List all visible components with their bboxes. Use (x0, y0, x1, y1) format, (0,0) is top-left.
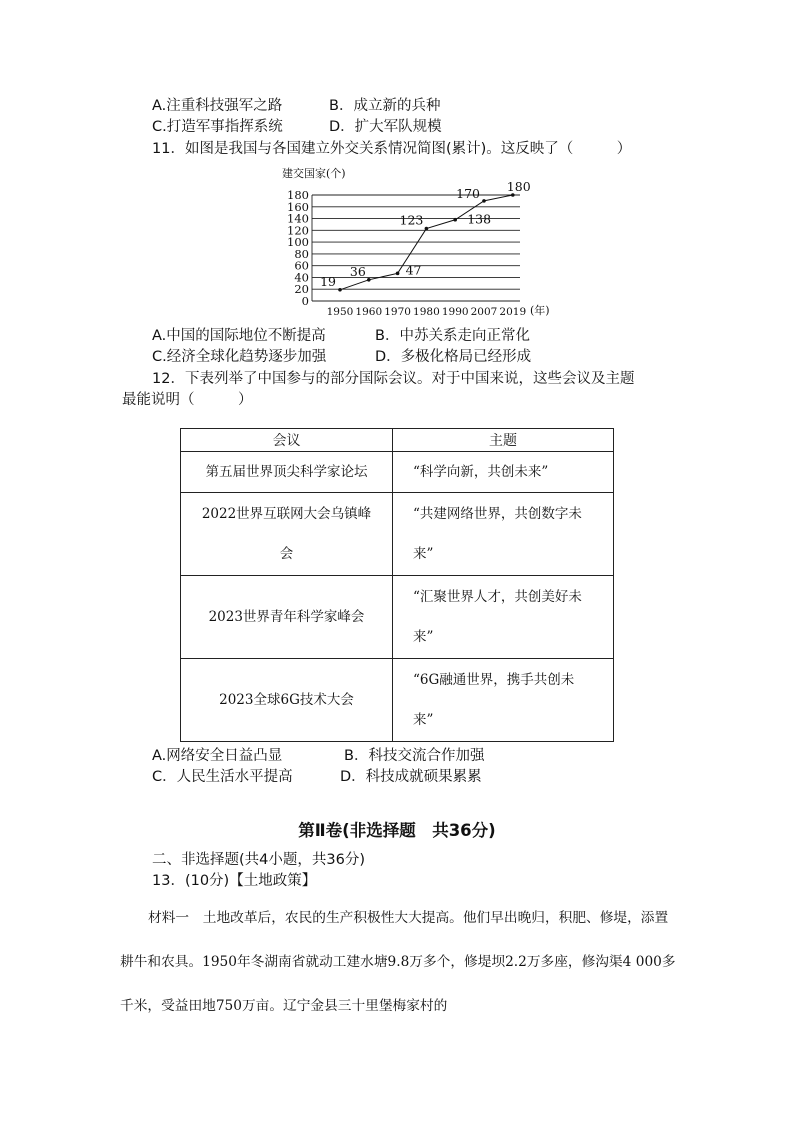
data-point (482, 199, 486, 203)
x-tick-label: 1970 (384, 306, 411, 318)
q11-option-c: C.经济全球化趋势逐步加强 (152, 349, 327, 365)
y-tick-label: 180 (287, 188, 309, 202)
data-label: 19 (320, 273, 336, 289)
section-heading: 二、非选择题(共4小题，共36分) (152, 852, 365, 868)
y-tick-label: 140 (287, 211, 309, 226)
y-tick-label: 20 (294, 282, 309, 297)
q10-option-a: A.注重科技强军之路 (152, 98, 283, 114)
table-row (181, 452, 614, 493)
chart-ylabel: 建交国家(个) (282, 167, 346, 180)
q10-option-d: D．扩大军队规模 (329, 119, 442, 135)
q12-option-d: D．科技成就硕果累累 (340, 769, 482, 785)
data-label: 36 (349, 263, 366, 279)
data-label: 47 (405, 262, 422, 278)
table-row (181, 576, 614, 659)
meeting-cell: 2023全球6G技术大会 (181, 659, 393, 742)
meeting-line: 会 (279, 546, 294, 562)
q11-option-a: A.中国的国际地位不断提高 (152, 328, 326, 344)
q12-option-a: A.网络安全日益凸显 (152, 748, 283, 764)
q11-option-b: B．中苏关系走向正常化 (375, 328, 530, 344)
data-label: 123 (399, 212, 424, 228)
y-tick-label: 0 (301, 294, 309, 308)
q10-option-c: C.打造军事指挥系统 (152, 119, 283, 135)
theme-cell (393, 659, 614, 742)
material-one-text: 材料一 土地改革后，农民的生产积极性大大提高。他们早出晚归，积肥、修堤，添置耕牛和农具。1950年冬湖南省就动工建水塘9.8万多个，修堤坝2.2万多座，修沟渠4 000多千米，受益田地750万亩。辽宁金县三十里堡梅家村的 (120, 910, 676, 1014)
data-label: 170 (456, 185, 480, 201)
q12-stem-line2: 最能说明（ ） (122, 392, 253, 408)
table-row (181, 493, 614, 576)
q10-option-b: B．成立新的兵种 (329, 98, 441, 114)
data-point (396, 272, 400, 276)
theme-line: “共建网络世界，共创数字未 (413, 506, 582, 522)
q12-option-b: B．科技交流合作加强 (344, 748, 485, 764)
conference-table (180, 428, 614, 742)
x-tick-label: 2019 (499, 306, 527, 318)
theme-line: 来” (413, 712, 434, 728)
theme-line: 来” (413, 546, 434, 562)
theme-cell (393, 493, 614, 576)
chart-data-labels (320, 179, 531, 289)
theme-cell (393, 576, 614, 659)
data-label: 180 (506, 179, 531, 194)
part-two-title: 第Ⅱ卷(非选择题 共36分) (298, 821, 496, 840)
theme-line: 来” (413, 629, 434, 645)
y-tick-label: 60 (294, 258, 309, 273)
chart-y-ticks (287, 188, 309, 308)
x-tick-label: 1950 (326, 306, 354, 318)
chart-xlabel: (年) (530, 304, 550, 317)
y-tick-label: 80 (294, 246, 309, 261)
data-point (338, 288, 342, 292)
y-tick-label: 100 (287, 235, 309, 250)
table-row (181, 659, 614, 742)
y-tick-label: 40 (294, 270, 309, 285)
meeting-cell: 第五届世界顶尖科学家论坛 (181, 452, 393, 493)
q12-option-c: C．人民生活水平提高 (152, 769, 293, 785)
table-header-row (181, 429, 614, 452)
x-tick-label: 1960 (355, 306, 383, 318)
x-tick-label: 2007 (470, 306, 498, 318)
theme-line: “汇聚世界人才，共创美好未 (413, 589, 582, 605)
data-label: 138 (467, 211, 492, 227)
data-point (425, 227, 429, 231)
q12-stem-line1: 12．下表列举了中国参与的部分国际会议。对于中国来说，这些会议及主题 (152, 371, 635, 387)
q13-heading: 13．(10分)【土地政策】 (152, 873, 317, 889)
meeting-cell: 2023世界青年科学家峰会 (181, 576, 393, 659)
table-header-meeting: 会议 (181, 429, 393, 452)
meeting-line: 2022世界互联网大会乌镇峰 (201, 506, 372, 522)
theme-line: “6G融通世界，携手共创未 (413, 672, 575, 688)
y-tick-label: 160 (287, 199, 309, 214)
data-point (367, 278, 371, 282)
q11-option-d: D．多极化格局已经形成 (375, 349, 532, 365)
x-tick-label: 1990 (441, 306, 469, 318)
meeting-cell (181, 493, 393, 576)
data-point (453, 218, 457, 222)
theme-cell: “科学向新，共创未来” (393, 452, 614, 493)
y-tick-label: 120 (287, 223, 309, 238)
table-header-theme: 主题 (393, 429, 614, 452)
x-tick-label: 1980 (413, 306, 440, 318)
q11-stem: 11．如图是我国与各国建立外交关系情况简图(累计)。这反映了（ ） (152, 141, 632, 157)
chart-x-ticks (327, 306, 527, 318)
diplomatic-relations-line-chart (270, 162, 560, 324)
